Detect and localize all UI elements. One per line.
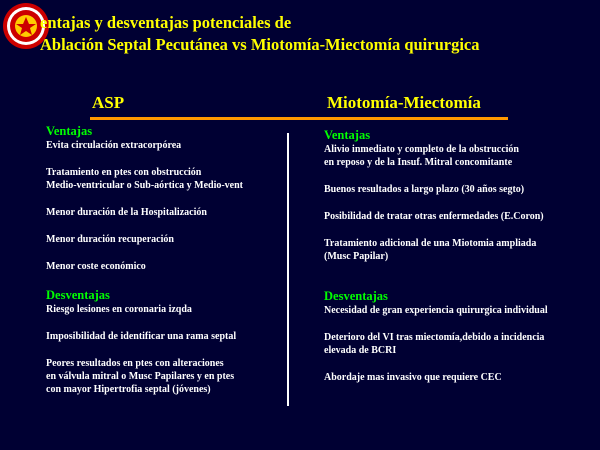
list-item: con mayor Hipertrofia septal (jóvenes)	[46, 384, 211, 395]
list-item: Alivio inmediato y completo de la obstrucción	[324, 144, 519, 155]
list-item: Posibilidad de tratar otras enfermedades (E.Coron)	[324, 211, 544, 222]
list-item: Necesidad de gran experiencia quirurgica individual	[324, 305, 548, 316]
list-item: (Musc Papilar)	[324, 251, 389, 262]
list-item: en reposo y de la Insuf. Mitral concomitante	[324, 157, 513, 168]
left-desventajas-label: Desventajas	[46, 288, 110, 302]
title-line-2: Ablación Septal Pecutánea vs Miotomía-Miectomía quirurgica	[40, 35, 480, 54]
list-item: Menor duración recuperación	[46, 234, 174, 245]
list-item: Imposibilidad de identificar una rama septal	[46, 331, 237, 342]
title-line-1: entajas y desventajas potenciales de	[40, 13, 292, 32]
list-item: Deterioro del VI tras miectomía,debido a incidencia	[324, 332, 545, 343]
list-item: Evita circulación extracorpórea	[46, 140, 182, 151]
right-desventajas-label: Desventajas	[324, 289, 388, 303]
left-column-heading: ASP	[92, 93, 125, 112]
right-ventajas-label: Ventajas	[324, 128, 371, 142]
list-item: Abordaje mas invasivo que requiere CEC	[324, 372, 502, 383]
slide-title	[40, 12, 595, 56]
list-item: elevada de BCRI	[324, 345, 397, 356]
list-item: en válvula mitral o Musc Papilares y en ptes	[46, 371, 235, 382]
list-item: Peores resultados en ptes con alteraciones	[46, 358, 224, 369]
right-column-heading: Miotomía-Miectomía	[327, 93, 481, 112]
list-item: Buenos resultados a largo plazo (30 años segto)	[324, 184, 525, 195]
left-column	[46, 124, 243, 396]
list-item: Menor duración de la Hospitalización	[46, 207, 207, 218]
right-column	[324, 128, 548, 384]
list-item: Menor coste económico	[46, 261, 146, 272]
heading-divider	[90, 117, 508, 120]
left-ventajas-label: Ventajas	[46, 124, 93, 138]
list-item: Riesgo lesiones en coronaria izqda	[46, 304, 192, 315]
column-divider	[287, 133, 289, 406]
list-item: Medio-ventricular o Sub-aórtica y Medio-vent	[46, 180, 244, 191]
list-item: Tratamiento adicional de una Miotomia ampliada	[324, 238, 537, 249]
list-item: Tratamiento en ptes con obstrucción	[46, 167, 202, 178]
